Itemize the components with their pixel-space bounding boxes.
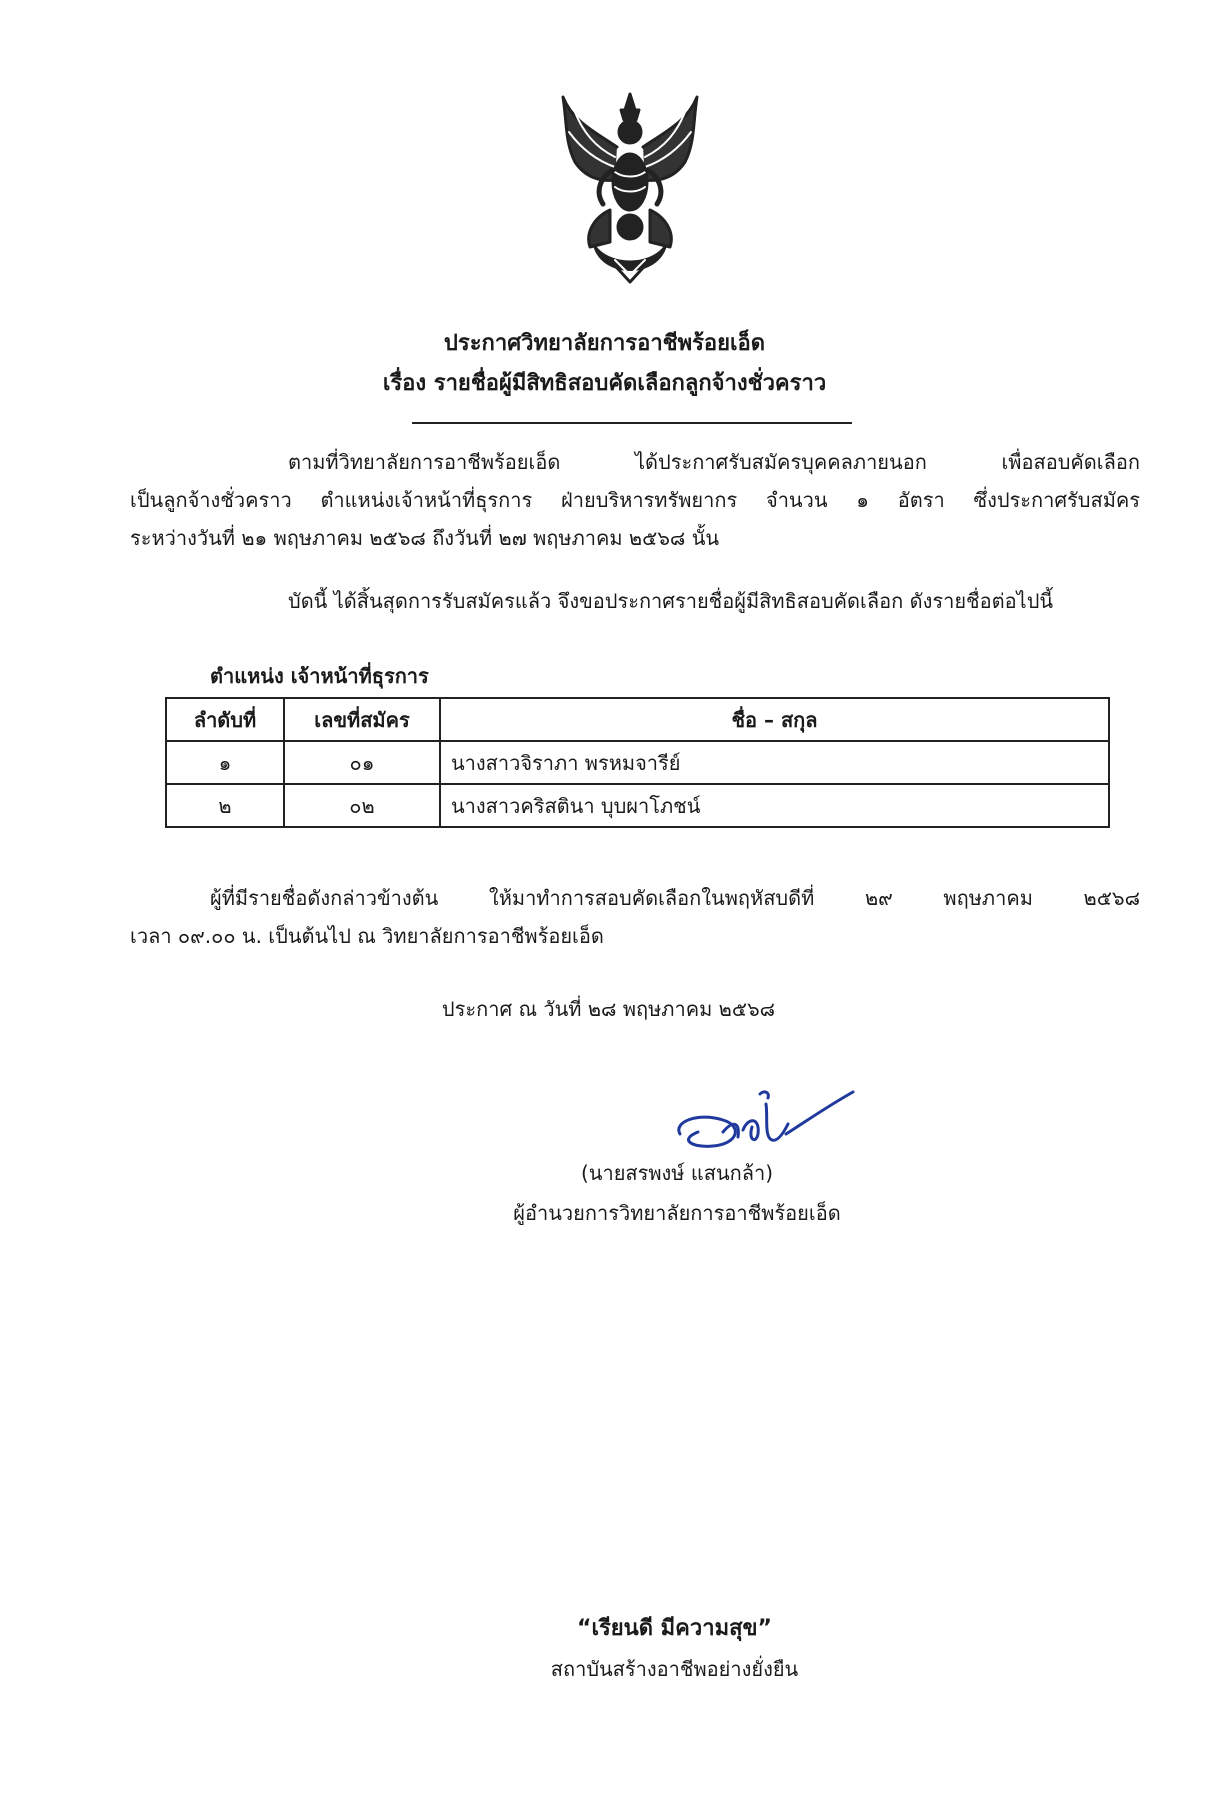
garuda-emblem-icon xyxy=(555,92,705,287)
signer-name: (นายสรพงษ์ แสนกล้า) xyxy=(580,1161,774,1185)
position-heading: ตำแหน่ง เจ้าหน้าที่ธุรการ xyxy=(210,664,429,688)
exam-schedule-paragraph xyxy=(130,879,1140,955)
exam-schedule-line: ผู้ที่มีรายชื่อดังกล่าวข้างต้น ให้มาทำการสอบคัดเลือกในพฤหัสบดีที่ ๒๙ พฤษภาคม ๒๕๖๘ xyxy=(210,886,1140,910)
cell-order: ๑ xyxy=(166,741,284,784)
cell-full-name: นางสาวจิราภา พรหมจารีย์ xyxy=(440,741,1109,784)
column-header-full-name: ชื่อ – สกุล xyxy=(440,698,1109,741)
table-row xyxy=(166,784,1109,827)
announcement-title: ประกาศวิทยาลัยการอาชีพร้อยเอ็ด xyxy=(443,331,766,356)
title-divider xyxy=(412,422,852,424)
exam-schedule-line: เวลา ๐๙.๐๐ น. เป็นต้นไป ณ วิทยาลัยการอาชีพร้อยเอ็ด xyxy=(130,924,604,948)
cell-application-no: ๐๑ xyxy=(284,741,440,784)
intro-line: เป็นลูกจ้างชั่วคราว ตำแหน่งเจ้าหน้าที่ธุรการ ฝ่ายบริหารทรัพยากร จำนวน ๑ อัตรา ซึ่งประกาศรับสมัคร xyxy=(130,488,1140,512)
announcement-date: ประกาศ ณ วันที่ ๒๘ พฤษภาคม ๒๕๖๘ xyxy=(441,997,776,1021)
table-header-row xyxy=(166,698,1109,741)
cell-application-no: ๐๒ xyxy=(284,784,440,827)
college-motto: “เรียนดี มีความสุข” xyxy=(576,1616,773,1641)
column-header-order: ลำดับที่ xyxy=(166,698,284,741)
closing-statement: บัดนี้ ได้สิ้นสุดการรับสมัครแล้ว จึงขอประกาศรายชื่อผู้มีสิทธิสอบคัดเลือก ดังรายชื่อต่อไปนี้ xyxy=(288,589,1054,613)
intro-line: ระหว่างวันที่ ๒๑ พฤษภาคม ๒๕๖๘ ถึงวันที่ ๒๗ พฤษภาคม ๒๕๖๘ นั้น xyxy=(130,526,720,550)
cell-order: ๒ xyxy=(166,784,284,827)
table-row xyxy=(166,741,1109,784)
cell-full-name: นางสาวคริสตินา บุบผาโภชน์ xyxy=(440,784,1109,827)
college-tagline: สถาบันสร้างอาชีพอย่างยั่งยืน xyxy=(550,1657,799,1681)
announcement-subject: เรื่อง รายชื่อผู้มีสิทธิสอบคัดเลือกลูกจ้างชั่วคราว xyxy=(382,371,827,396)
intro-line: ตามที่วิทยาลัยการอาชีพร้อยเอ็ด ได้ประกาศรับสมัครบุคคลภายนอก เพื่อสอบคัดเลือก xyxy=(288,450,1140,474)
column-header-application-no: เลขที่สมัคร xyxy=(284,698,440,741)
handwritten-signature xyxy=(668,1082,858,1162)
intro-paragraph xyxy=(130,443,1140,557)
signer-position: ผู้อำนวยการวิทยาลัยการอาชีพร้อยเอ็ด xyxy=(513,1201,841,1225)
candidate-table xyxy=(165,697,1110,828)
